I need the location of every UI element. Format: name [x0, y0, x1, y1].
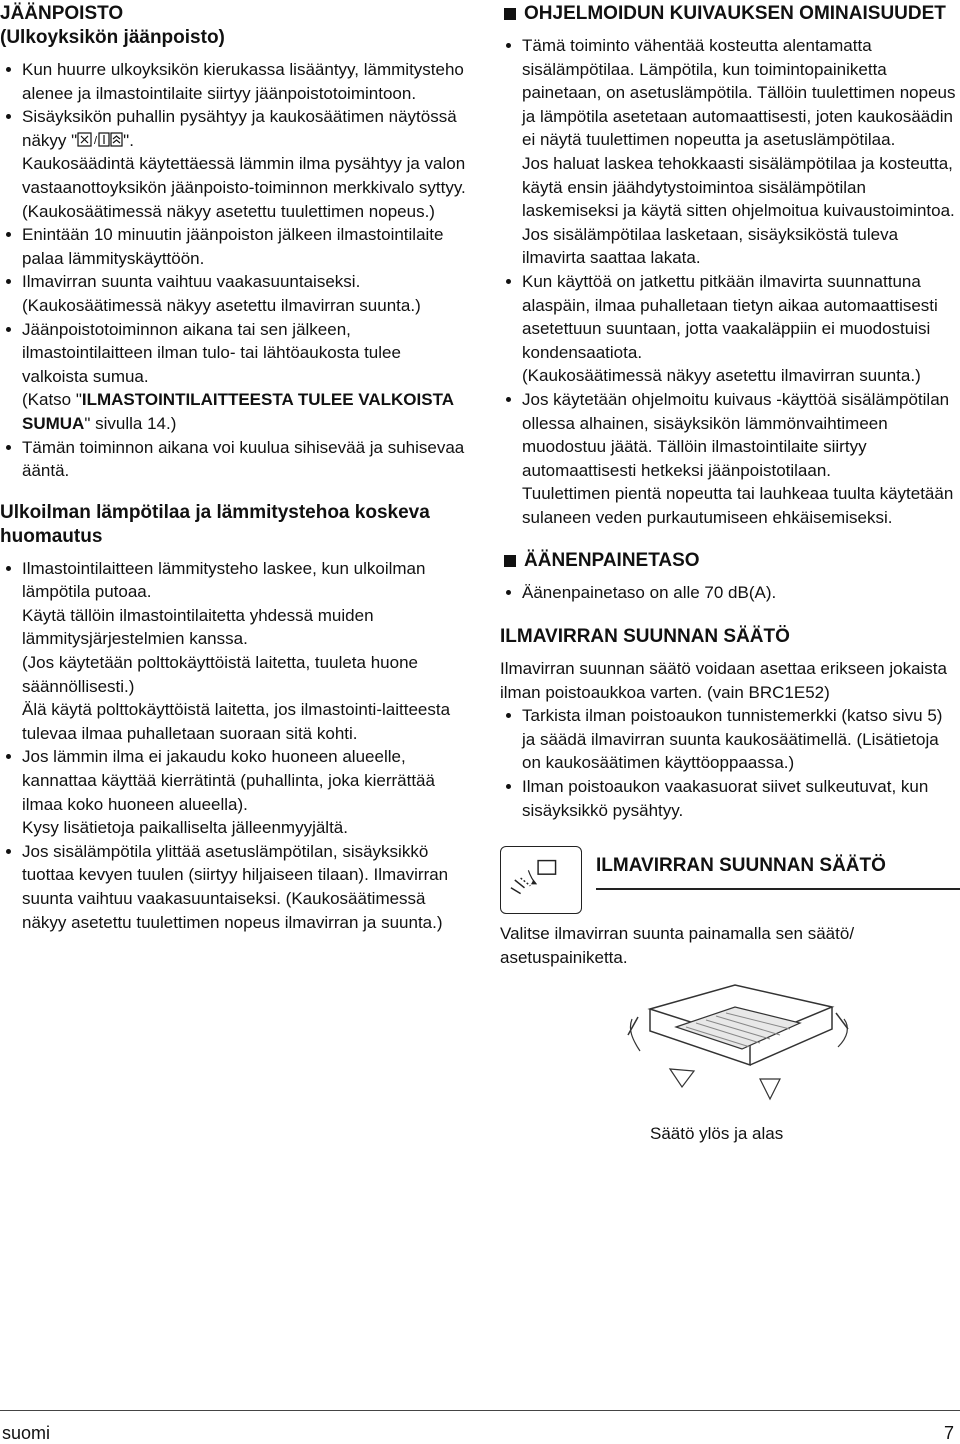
airflow-control-title: ILMAVIRRAN SUUNNAN SÄÄTÖ — [596, 855, 886, 877]
defrost-subtitle: (Ulkoyksikön jäänpoisto) — [0, 27, 225, 48]
list-item: Jos lämmin ilma ei jakaudu koko huoneen alueelle, kannattaa käyttää kierrätintä (puhallinta, joka kierrättää ilmaa koko huoneen alueella). Kysy lisätietoja paikalliselta jälleenmyyjältä. — [0, 745, 470, 839]
illustration-caption: Säätö ylös ja alas — [650, 1124, 784, 1143]
airflow-list — [500, 704, 960, 822]
program-dry-list — [500, 34, 960, 529]
program-dry-section — [500, 2, 960, 529]
airflow-instruction: Valitse ilmavirran suunta painamalla sen säätö/ asetuspainiketta. — [500, 924, 855, 967]
list-item: Ilmavirran suunta vaihtuu vaakasuuntaiseksi. (Kaukosäätimessä näkyy asetettu ilmavirran suunta.) — [0, 270, 470, 317]
outdoor-temperature-section — [0, 501, 470, 935]
list-item: Jos käytetään ohjelmoitu kuivaus -käyttöä sisälämpötilan ollessa alhainen, sisäyksikön lämmönvaihtimeen muodostuu jäätä. Tällöin ilmastointilaite siirtyy automaattisesti hetkeksi jäänpoistotilaan. Tuulettimen pientä nopeutta tai lauhkeaa tuulta käytetään sulaneen veden purkautumiseen ehkäisemiseksi. — [500, 388, 960, 530]
airflow-direction-icon — [500, 846, 582, 914]
footer-divider — [0, 1410, 960, 1411]
list-item: Ilman poistoaukon vaakasuorat siivet sulkeutuvat, kun sisäyksikkö pysähtyy. — [500, 775, 960, 822]
defrost-list — [0, 58, 470, 483]
list-item: Enintään 10 minuutin jäänpoiston jälkeen ilmastointilaite palaa lämmityskäyttöön. — [0, 223, 470, 270]
list-item: Tarkista ilman poistoaukon tunnistemerkki (katso sivu 5) ja säädä ilmavirran suunta kaukosäätimellä. (Lisätietoja on kaukosäätimen käyttöoppaassa.) — [500, 704, 960, 775]
list-item: Tämä toiminto vähentää kosteutta alentamatta sisälämpötilaa. Lämpötila, kun toimintopainiketta painetaan, on asetuslämpötila. Tällöin tuulettimen nopeus ja lämpötila asetetaan automaattisesti, joten kaukosäädin ei näytä tuulettimen nopeutta ja asetuslämpötilaa. Jos haluat laskea tehokkaasti sisälämpötilaa ja kosteutta, käytä ensin jäähdytystoimintoa sisälämpötilan laskemiseksi ja käytä sitten ohjelmoitua kuivaustoimintoa. Jos sisälämpötilaa lasketaan, sisäyksiköstä tuleva ilmavirta saattaa lakata. — [500, 34, 960, 270]
program-dry-title: OHJELMOIDUN KUIVAUKSEN OMINAISUUDET — [500, 2, 960, 26]
outdoor-list — [0, 557, 470, 935]
airflow-intro: Ilmavirran suunnan säätö voidaan asettaa erikseen jokaista ilman poistoaukkoa varten. (vain BRC1E52) — [500, 659, 947, 702]
airflow-control-box — [500, 840, 960, 930]
list-item: Kun käyttöä on jatkettu pitkään ilmavirta suunnattuna alaspäin, ilmaa puhalletaan tietyn aikaa automaattisesti asetettuun suuntaan, jotta vaakaläppiin ei muodostuisi kondensaatiota. (Kaukosäätimessä näkyy asetettu ilmavirran suunta.) — [500, 270, 960, 388]
right-column — [500, 2, 960, 1146]
list-item: Sisäyksikön puhallin pysähtyy ja kaukosäätimen näytössä näkyy " / ". Kaukosäädintä käytettäessä lämmin ilma pysähtyy ja valon vastaanottoyksikön jäänpoisto-toiminnon merkkivalo syttyy. (Kaukosäätimessä näkyy asetettu tuulettimen nopeus.) — [0, 105, 470, 223]
footer-language: suomi — [2, 1423, 51, 1443]
noise-section — [500, 549, 960, 605]
svg-text:/: / — [94, 134, 98, 147]
cross-reference: ILMASTOINTILAITTEESTA TULEE VALKOISTA SUMUA — [22, 390, 454, 433]
list-item: Tämän toiminnon aikana voi kuulua sihisevää ja suhisevaa ääntä. — [0, 436, 470, 483]
indoor-unit-illustration — [610, 979, 860, 1109]
noise-title: ÄÄNENPAINETASO — [500, 549, 960, 573]
page-number: 7 — [943, 1423, 954, 1443]
airflow-title: ILMAVIRRAN SUUNNAN SÄÄTÖ — [500, 626, 790, 648]
list-item: Jos sisälämpötila ylittää asetuslämpötilan, sisäyksikkö tuottaa kevyen tuulen (siirtyy hiljaiseen tilaan). Ilmavirran suunta vaihtuu vaakasuuntaiseksi. (Kaukosäätimessä näkyy asetettu tuulettimen nopeus ilmavirran ja suunta.) — [0, 840, 470, 934]
list-item: Kun huurre ulkoyksikön kierukassa lisääntyy, lämmitysteho alenee ja ilmastointilaite siirtyy jäänpoistotoimintoon. — [0, 58, 470, 105]
defrost-title: JÄÄNPOISTO — [0, 3, 124, 24]
divider — [596, 888, 960, 890]
defrost-section — [0, 2, 470, 483]
noise-list — [500, 581, 960, 605]
outdoor-title: Ulkoilman lämpötilaa ja lämmitystehoa koskeva huomautus — [0, 501, 430, 547]
fan-speed-icon — [77, 132, 123, 148]
airflow-section — [500, 625, 960, 1146]
list-item: Äänenpainetaso on alle 70 dB(A). — [500, 581, 960, 605]
list-item: Ilmastointilaitteen lämmitysteho laskee, kun ulkoilman lämpötila putoaa. Käytä tällöin ilmastointilaitetta yhdessä muiden lämmitysjärjestelmien kanssa. (Jos käytetään polttokäyttöistä laitetta, tuuleta huone säännöllisesti.) Älä käytä polttokäyttöistä laitetta, jos ilmastointi-laitteesta tulevaa ilmaa puhalletaan suoraan sitä kohti. — [0, 557, 470, 746]
list-item: Jäänpoistotoiminnon aikana tai sen jälkeen, ilmastointilaitteen ilman tulo- tai lähtöaukosta tulee valkoista sumua. (Katso "ILMASTOINTILAITTEESTA TULEE VALKOISTA SUMUA" sivulla 14.) — [0, 318, 470, 436]
left-column — [0, 2, 470, 934]
